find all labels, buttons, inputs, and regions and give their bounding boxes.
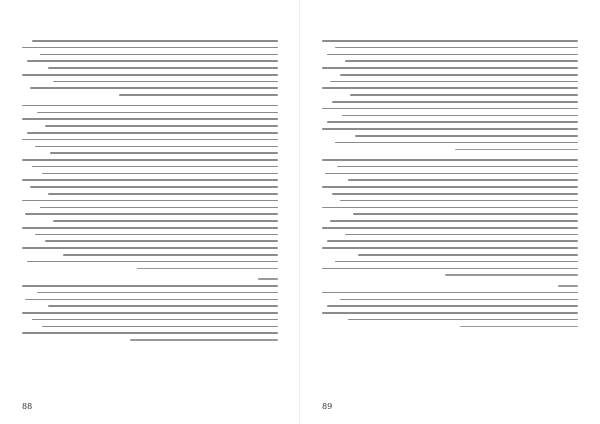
text-block [322,40,578,150]
text-block [22,105,278,269]
right-page-text-area [322,40,578,336]
left-page-number: 88 [22,402,33,411]
text-block [22,40,278,96]
right-page [300,0,600,424]
right-page-number: 89 [322,402,333,411]
text-block [322,159,578,276]
text-block [22,278,278,341]
text-block [322,285,578,327]
left-page-text-area [22,40,278,350]
